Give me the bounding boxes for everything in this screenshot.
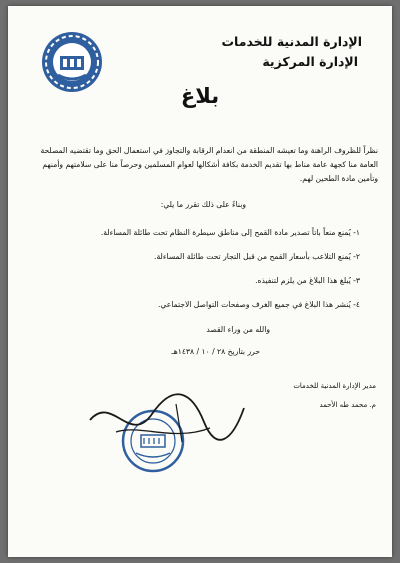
handwritten-signature [82,384,252,454]
issue-date: حرر بتاريخ ٢٨ / ١٠ / ١٤٣٨هـ [171,347,260,356]
signer-name: م. محمد طه الأحمد [319,401,376,409]
document-page [8,6,392,557]
header-organization: الإدارة المدنية للخدمات [221,34,362,49]
document-title: بلاغ [180,84,220,108]
decision-heading: وبناءً على ذلك تقرر ما يلي: [160,200,246,209]
decision-item-3: ٣- يُبلغ هذا البلاغ من يلزم لتنفيذه. [255,276,360,285]
decision-item-1: ١- يُمنع منعاً باتاً تصدير مادة القمح إلى مناطق سيطرة النظام تحت طائلة المساءلة. [100,228,360,237]
decision-item-2: ٢- يُمنع التلاعب بأسعار القمح من قبل التجار تحت طائلة المساءلة. [154,252,360,261]
decision-item-4: ٤- يُنشر هذا البلاغ في جميع الغرف وصفحات التواصل الاجتماعي. [157,300,360,309]
closing-phrase: والله من وراء القصد [206,325,270,334]
intro-paragraph: نظراً للظروف الراهنة وما تعيشه المنطقة من انعدام الرقابة والتجاوز في استعمال الحق وما تقتضيه المصلحة العامة منا كجهة عامة مناط بها تقديم الخدمة بكافة أشكالها لعوام المسلمين وحرصاً منا على سلامتهم وأمنهم وتأمين مادة الطحين لهم. [40,146,378,183]
header-department: الإدارة المركزية [262,54,358,69]
signer-title: مدير الإدارة المدنية للخدمات [293,382,376,390]
